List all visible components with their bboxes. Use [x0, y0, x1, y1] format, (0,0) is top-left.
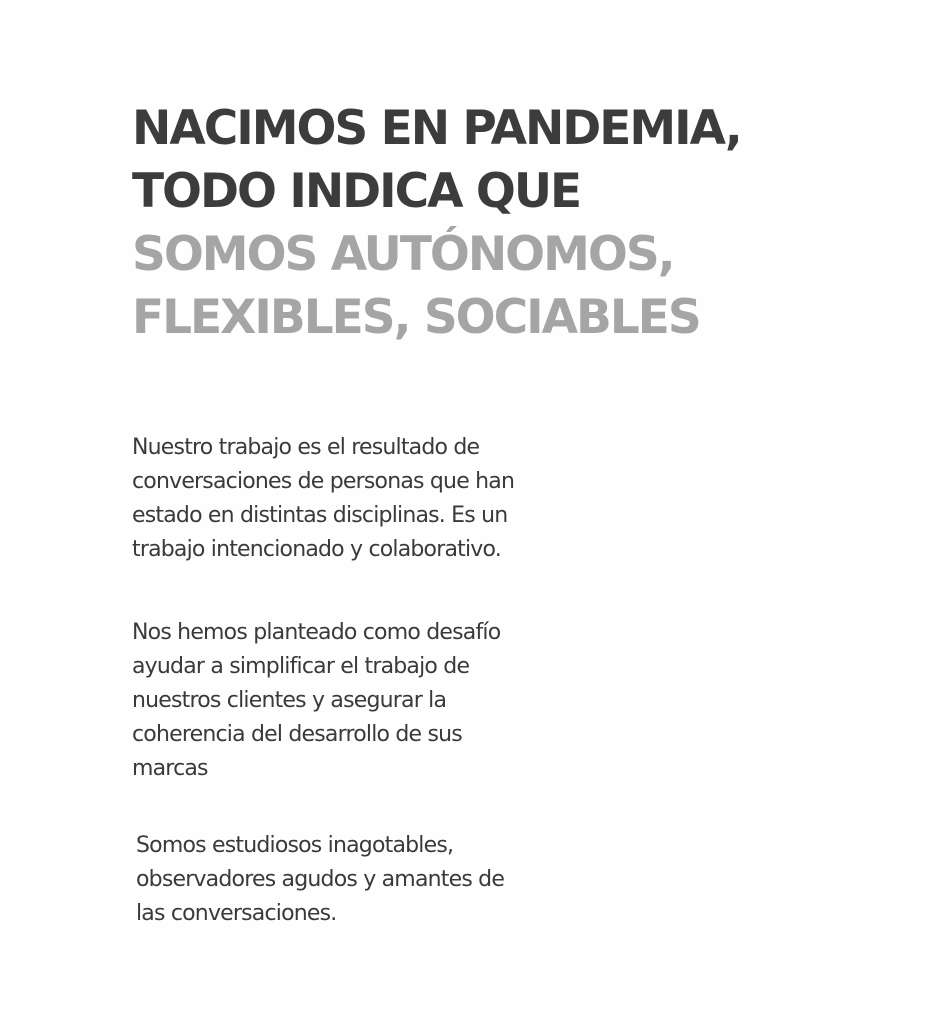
headline-line: TODO INDICA QUE — [132, 164, 581, 219]
headline-line: NACIMOS EN PANDEMIA, — [132, 101, 741, 156]
paragraph-line: Nos hemos planteado como desafío — [132, 620, 501, 645]
paragraph-line: ayudar a simplificar el trabajo de — [132, 654, 470, 679]
paragraph-line: observadores agudos y amantes de — [136, 867, 505, 892]
paragraph-about-us — [136, 829, 504, 931]
headline-highlight-line: SOMOS AUTÓNOMOS, — [132, 227, 674, 282]
paragraph-challenge — [132, 616, 500, 786]
paragraph-line: coherencia del desarrollo de sus — [132, 722, 462, 747]
paragraph-line: marcas — [132, 756, 208, 781]
paragraph-line: trabajo intencionado y colaborativo. — [132, 537, 501, 562]
paragraph-line: las conversaciones. — [136, 901, 337, 926]
paragraph-line: Somos estudiosos inagotables, — [136, 833, 454, 858]
paragraph-line: conversaciones de personas que han — [132, 469, 515, 494]
paragraph-line: estado en distintas disciplinas. Es un — [132, 503, 508, 528]
headline-highlight-line: FLEXIBLES, SOCIABLES — [132, 290, 700, 345]
paragraph-work — [132, 431, 514, 567]
paragraph-line: Nuestro trabajo es el resultado de — [132, 435, 480, 460]
headline — [132, 97, 741, 349]
paragraph-line: nuestros clientes y asegurar la — [132, 688, 447, 713]
